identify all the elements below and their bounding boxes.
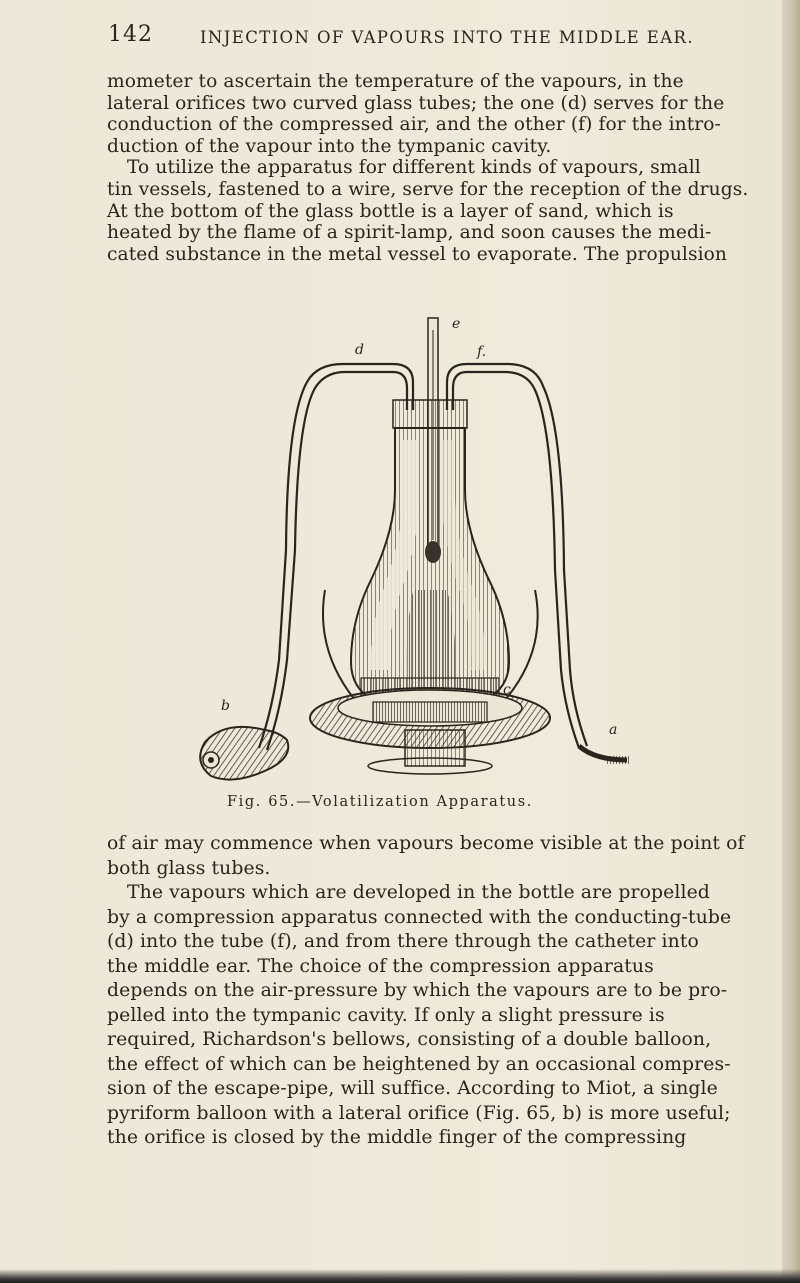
- text-line: required, Richardson's bellows, consisting of a double balloon,: [107, 1029, 712, 1050]
- page-number: 142: [108, 22, 153, 47]
- paragraph-top: [107, 71, 748, 265]
- pyriform-balloon: [200, 727, 288, 780]
- text-line: of air may commence when vapours become visible at the point of: [107, 833, 745, 854]
- spirit-lamp: [310, 688, 550, 774]
- label-d: d: [355, 342, 364, 358]
- page-bottom-shadow: [0, 1269, 800, 1283]
- text-line: the effect of which can be heightened by an occasional compres-: [107, 1053, 731, 1075]
- text-line: sion of the escape-pipe, will suffice. According to Miot, a single: [107, 1078, 718, 1099]
- text-line: by a compression apparatus connected with the conducting-tube: [107, 906, 732, 928]
- text-line: heated by the flame of a spirit-lamp, and soon causes the medi-: [107, 222, 712, 244]
- catheter: [579, 746, 631, 764]
- text-line: cated substance in the metal vessel to evaporate. The propulsion: [107, 243, 728, 265]
- label-a: a: [609, 722, 618, 738]
- running-head: [0, 22, 800, 52]
- text-line: To utilize the apparatus for different kinds of vapours, small: [127, 157, 701, 179]
- caption-text: Fig. 65.—Volatilization Apparatus.: [227, 794, 533, 810]
- text-line: At the bottom of the glass bottle is a layer of sand, which is: [107, 200, 674, 222]
- text-line: the orifice is closed by the middle finger of the compressing: [107, 1127, 687, 1148]
- text-line: lateral orifices two curved glass tubes; the one (d) serves for the: [107, 92, 725, 114]
- volatilization-apparatus-figure: [175, 290, 635, 785]
- apparatus-illustration: [175, 290, 635, 785]
- label-e: e: [452, 316, 461, 332]
- text-line: both glass tubes.: [107, 857, 271, 879]
- text-line: The vapours which are developed in the bottle are propelled: [127, 882, 710, 903]
- text-line: pelled into the tympanic cavity. If only a slight pressure is: [107, 1004, 665, 1026]
- label-b: b: [221, 698, 230, 714]
- page-edge: [782, 0, 800, 1283]
- text-line: (d) into the tube (f), and from there through the catheter into: [107, 931, 699, 952]
- label-f: f.: [477, 344, 487, 360]
- text-line: pyriform balloon with a lateral orifice (Fig. 65, b) is more useful;: [107, 1102, 731, 1124]
- text-line: conduction of the compressed air, and the other (f) for the intro-: [107, 114, 721, 136]
- text-line: the middle ear. The choice of the compression apparatus: [107, 955, 654, 977]
- text-line: depends on the air-pressure by which the vapours are to be pro-: [107, 980, 728, 1001]
- text-line: duction of the vapour into the tympanic cavity.: [107, 135, 552, 157]
- text-line: mometer to ascertain the temperature of the vapours, in the: [107, 71, 684, 92]
- figure-caption: [0, 794, 800, 810]
- text-line: tin vessels, fastened to a wire, serve for the reception of the drugs.: [107, 178, 749, 200]
- running-title: INJECTION OF VAPOURS INTO THE MIDDLE EAR.: [200, 28, 694, 47]
- label-c: c: [503, 682, 511, 698]
- paragraph-bottom: [107, 832, 745, 1151]
